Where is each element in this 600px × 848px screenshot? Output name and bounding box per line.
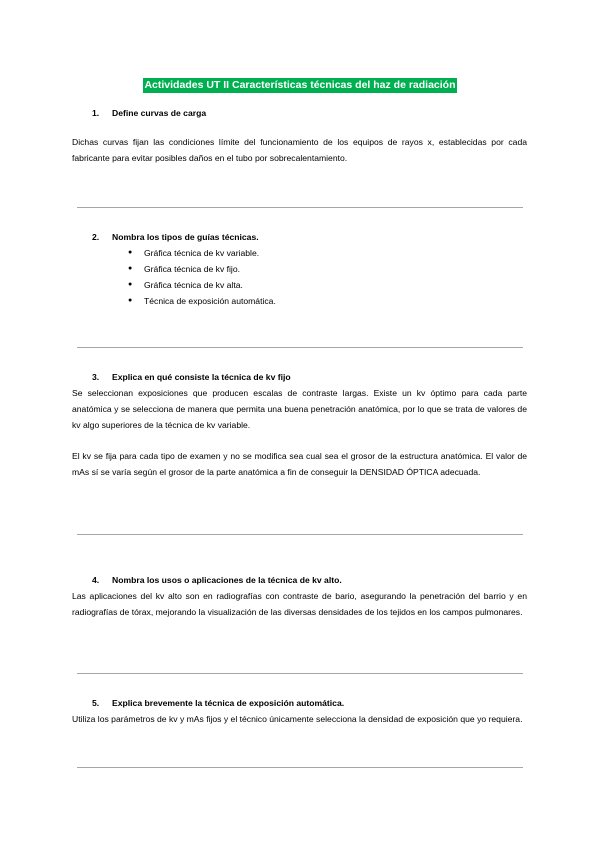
question-heading [72, 695, 527, 711]
page-title-text: Actividades UT II Características técnicas del haz de radiación [144, 79, 456, 91]
answer-paragraph: Las aplicaciones del kv alto son en radiografías con contraste de bario, asegurando la penetración del barrio y en radiografías de tórax, mejorando la visualización de las diversas densidades de los tejidos en los campos pulmonares. [72, 591, 527, 617]
question-title: Explica brevemente la técnica de exposición automática. [112, 698, 345, 708]
question-heading [72, 229, 527, 245]
question-title: Nombra los usos o aplicaciones de la técnica de kv alto. [112, 575, 342, 585]
answer-paragraph: Dichas curvas fijan las condiciones límite del funcionamiento de los equipos de rayos x, establecidas por cada fabricante para evitar posibles daños en el tubo por sobrecalentamiento. [72, 137, 527, 163]
question-heading [72, 105, 527, 121]
question-number: 4. [92, 575, 100, 585]
answer-paragraph: Utiliza los parámetros de kv y mAs fijos y el técnico únicamente selecciona la densidad de exposición que yo requiera. [72, 714, 523, 724]
list-item: ● Gráfica técnica de kv variable. [128, 245, 527, 261]
question-3 [72, 369, 527, 480]
question-2 [72, 229, 527, 309]
question-number: 3. [92, 372, 100, 382]
question-5 [72, 695, 527, 727]
list-item: ● Técnica de exposición automática. [128, 293, 527, 309]
answer-divider [77, 207, 523, 208]
question-title: Explica en qué consiste la técnica de kv fijo [112, 372, 291, 382]
answer-divider [77, 534, 523, 535]
question-heading [72, 572, 527, 588]
answer-divider [77, 347, 523, 348]
question-title: Define curvas de carga [112, 108, 207, 118]
bullet-list [72, 245, 527, 309]
question-1 [72, 105, 527, 166]
question-number: 5. [92, 698, 100, 708]
question-number: 1. [92, 108, 100, 118]
question-title: Nombra los tipos de guías técnicas. [112, 232, 259, 242]
answer-divider [77, 673, 523, 674]
page-title [0, 75, 600, 93]
answer-divider [77, 767, 523, 768]
answer-paragraph: Se seleccionan exposiciones que producen escalas de contraste largas. Existe un kv óptimo para cada parte anatómica y se selecciona de manera que permita una buena penetración anatómica, por lo que se trata de valores de kv algo superiores de la técnica de kv variable. [72, 388, 527, 430]
question-number: 2. [92, 232, 100, 242]
question-heading [72, 369, 527, 385]
answer-paragraph: El kv se fija para cada tipo de examen y no se modifica sea cual sea el grosor de la estructura anatómica. El valor de mAs sí se varía según el grosor de la parte anatómica a fin de conseguir la DENSIDAD ÓPTICA adecuada. [72, 451, 527, 477]
list-item: ● Gráfica técnica de kv alta. [128, 277, 527, 293]
list-item: ● Gráfica técnica de kv fijo. [128, 261, 527, 277]
question-4 [72, 572, 527, 620]
